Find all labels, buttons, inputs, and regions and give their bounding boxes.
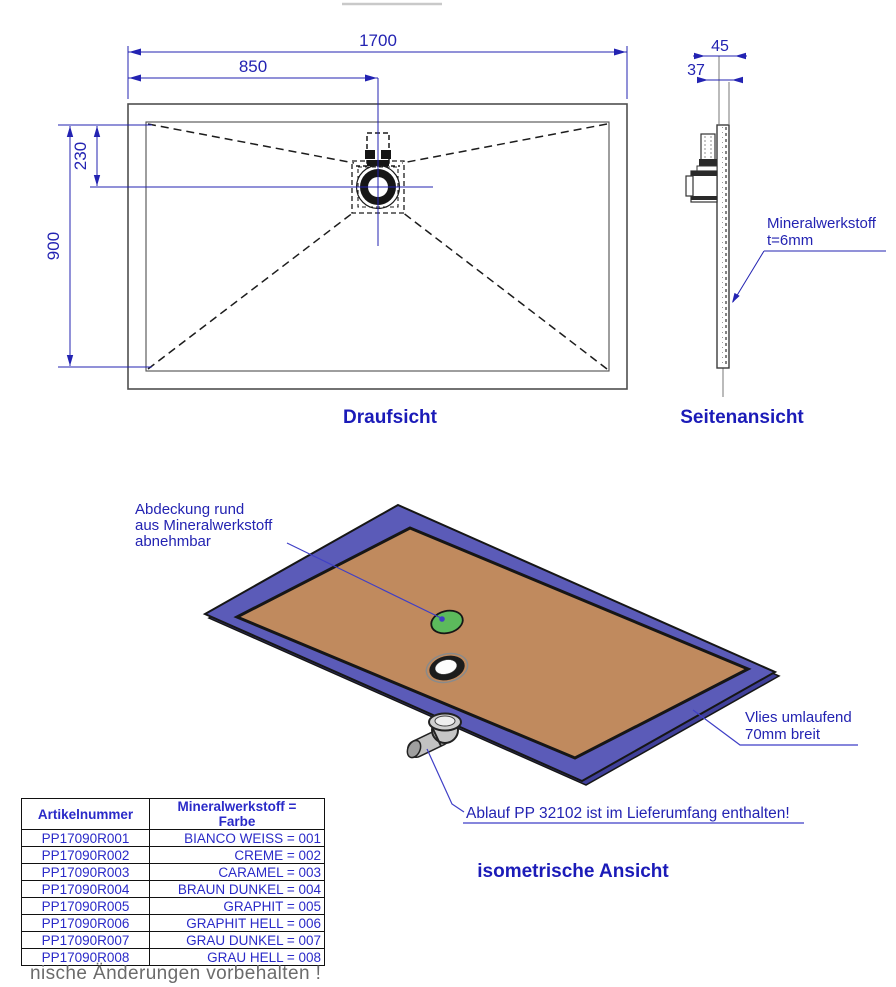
table-header-artikelnummer: Artikelnummer	[22, 799, 150, 830]
color-cell: GRAU DUNKEL = 007	[150, 932, 325, 949]
color-cell: GRAPHIT HELL = 006	[150, 915, 325, 932]
article-number-cell: PP17090R004	[22, 881, 150, 898]
top-view-label: Draufsicht	[343, 407, 437, 428]
material-note-line2: t=6mm	[767, 232, 814, 249]
article-number-cell: PP17090R005	[22, 898, 150, 915]
article-table-body	[22, 830, 325, 966]
material-note	[732, 215, 886, 303]
color-cell: CARAMEL = 003	[150, 864, 325, 881]
tray-side-plate	[717, 125, 729, 368]
drain-note-text: Ablauf PP 32102 ist im Lieferumfang enthalten!	[466, 805, 790, 822]
fleece-annotation	[693, 709, 858, 745]
dimension-230	[71, 126, 100, 186]
table-row	[22, 830, 325, 847]
table-header-farbe-line2: Farbe	[218, 814, 256, 830]
top-view-drawing	[44, 31, 627, 428]
table-row	[22, 932, 325, 949]
iso-view-label: isometrische Ansicht	[477, 861, 669, 882]
cover-note-line3: abnehmbar	[135, 533, 211, 550]
fleece-note-line1: Vlies umlaufend	[745, 709, 852, 726]
table-row	[22, 915, 325, 932]
dimension-37	[687, 62, 743, 83]
article-number-cell: PP17090R006	[22, 915, 150, 932]
color-cell: BRAUN DUNKEL = 004	[150, 881, 325, 898]
table-row	[22, 847, 325, 864]
fleece-note-line2: 70mm breit	[745, 726, 821, 743]
side-view-drawing	[680, 38, 886, 428]
article-number-cell: PP17090R003	[22, 864, 150, 881]
cover-note-line1: Abdeckung rund	[135, 501, 245, 518]
table-header-farbe	[150, 799, 325, 830]
color-cell: CREME = 002	[150, 847, 325, 864]
table-row	[22, 864, 325, 881]
footer-note: nische Änderungen vorbehalten !	[30, 963, 322, 984]
side-view-label: Seitenansicht	[680, 407, 804, 428]
table-header-row	[22, 799, 325, 830]
dim-width-text: 1700	[359, 31, 397, 50]
cover-note-line2: aus Mineralwerkstoff	[135, 517, 273, 534]
iso-drain-fitting	[405, 714, 461, 760]
color-cell: GRAU HELL = 008	[150, 949, 325, 966]
dimension-45	[693, 38, 747, 59]
article-number-cell: PP17090R007	[22, 932, 150, 949]
dim-height-text: 900	[44, 231, 63, 261]
color-cell: BIANCO WEISS = 001	[150, 830, 325, 847]
dim-drain-y-text: 230	[71, 141, 90, 171]
article-number-cell: PP17090R001	[22, 830, 150, 847]
article-number-cell: PP17090R002	[22, 847, 150, 864]
table-row	[22, 898, 325, 915]
side-drain-fitting	[686, 134, 717, 202]
article-number-cell: PP17090R008	[22, 949, 150, 966]
dimension-850	[128, 57, 378, 82]
dim-total-depth-text: 45	[711, 38, 729, 55]
table-row	[22, 881, 325, 898]
article-table	[21, 798, 325, 966]
dim-drain-x-text: 850	[238, 57, 268, 76]
color-cell: GRAPHIT = 005	[150, 898, 325, 915]
table-header-farbe-line1: Mineralwerkstoff =	[177, 799, 297, 814]
dim-board-offset-text: 37	[687, 62, 705, 79]
material-note-line1: Mineralwerkstoff	[767, 215, 876, 232]
